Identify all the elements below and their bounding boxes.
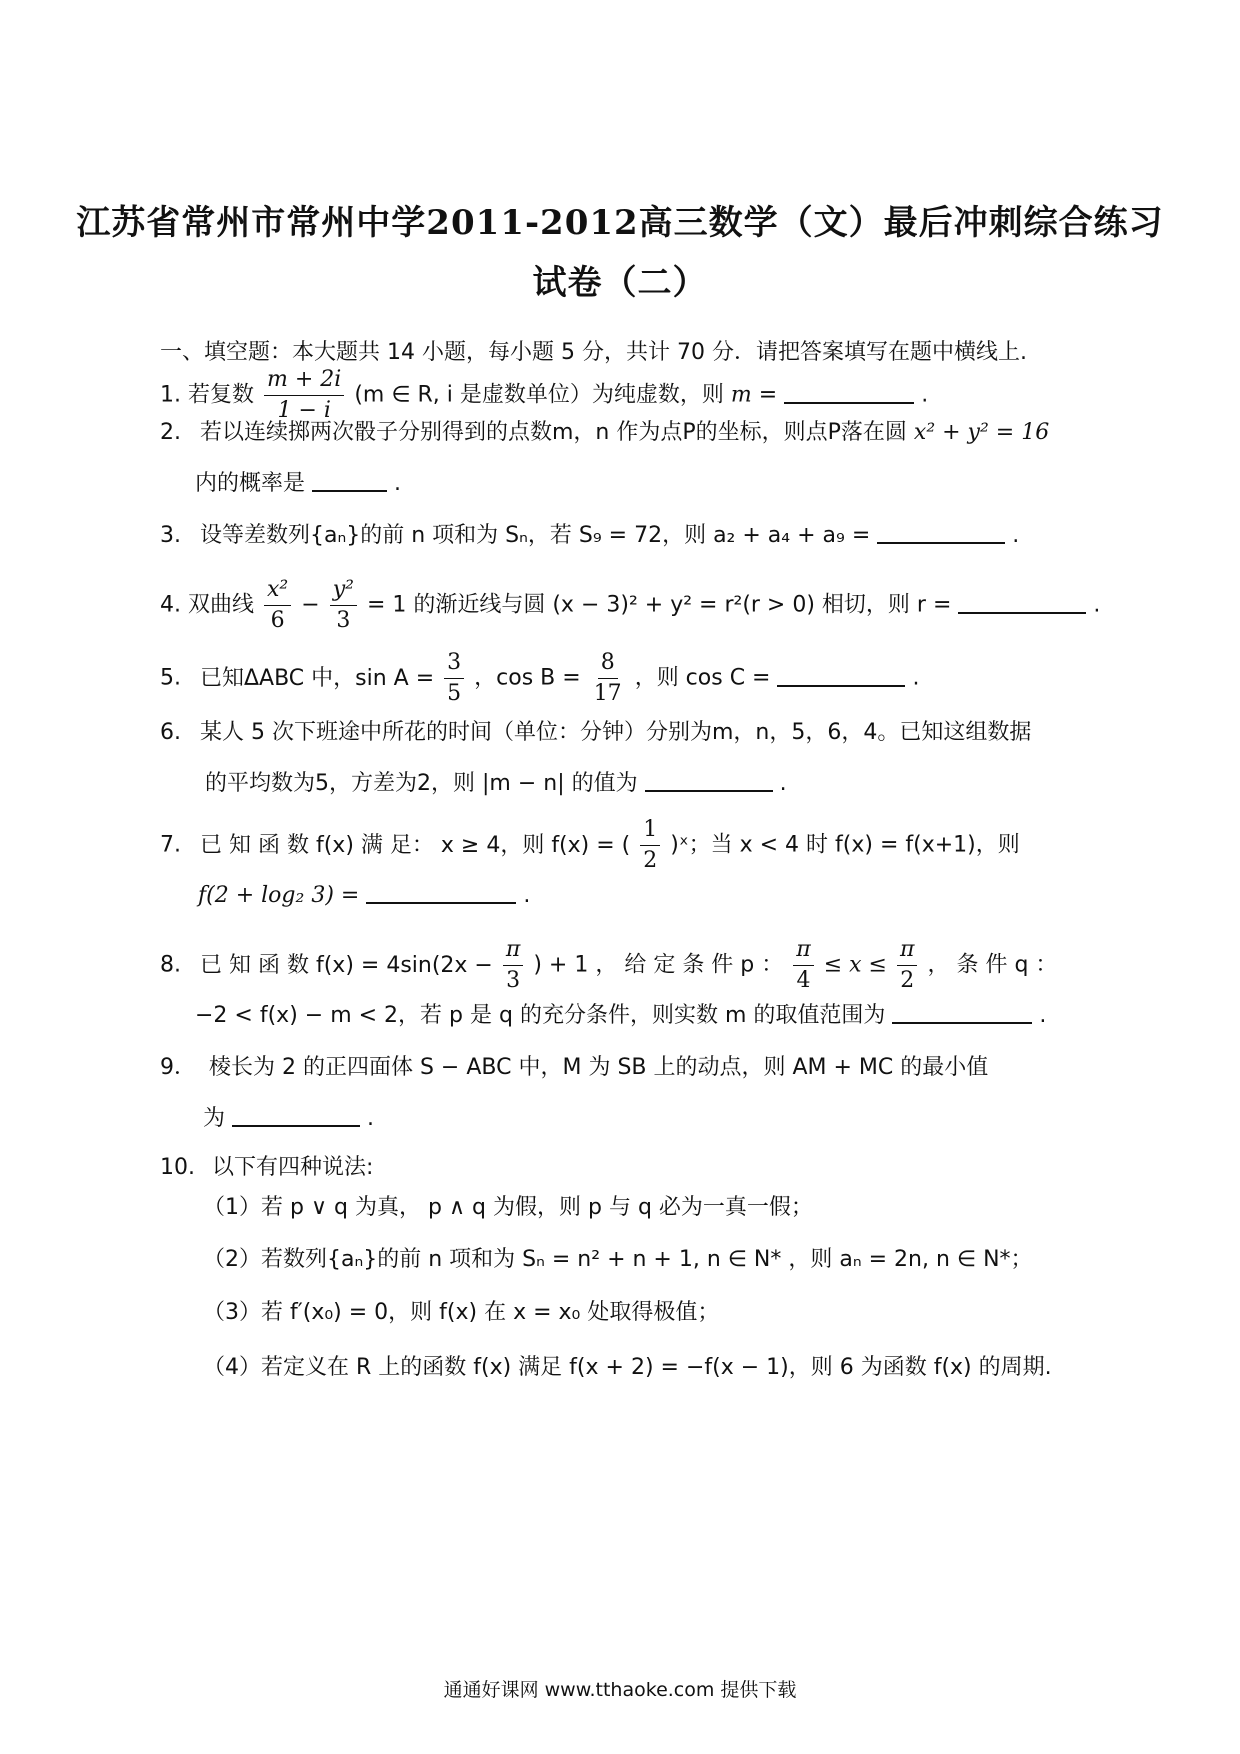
q4-answer-blank[interactable] bbox=[958, 590, 1086, 614]
q7-number: 7. bbox=[160, 832, 181, 858]
q4-text: = 1 的渐近线与圆 (x − 3)² + y² = r²(r > 0) 相切，则 r = bbox=[366, 592, 952, 618]
q2-expression: x² + y² = 16 bbox=[913, 420, 1050, 445]
q4-f2-denominator: 3 bbox=[336, 608, 351, 633]
q5-end: . bbox=[912, 665, 920, 691]
question-7 bbox=[160, 815, 1020, 876]
question-3 bbox=[160, 520, 1019, 551]
q1-variable: m bbox=[730, 382, 752, 408]
q1-middle: (m ∈ R, i 是虚数单位）为纯虚数，则 bbox=[354, 382, 724, 408]
q4-minus: − bbox=[301, 592, 320, 618]
question-7-line-2 bbox=[198, 880, 530, 911]
q1-fraction bbox=[264, 365, 344, 426]
q6-end: . bbox=[779, 771, 787, 796]
q7-fraction bbox=[640, 815, 660, 876]
question-2 bbox=[160, 418, 1049, 448]
q10-number: 10. bbox=[160, 1155, 195, 1180]
q7-denominator: 2 bbox=[643, 848, 658, 873]
q2-answer-blank[interactable] bbox=[312, 468, 387, 492]
q5-fraction-a bbox=[444, 648, 464, 709]
q8-line2: −2 < f(x) − m < 2，若 p 是 q 的充分条件，则实数 m 的取值范围为 bbox=[195, 1003, 886, 1028]
q4-number: 4. bbox=[160, 592, 181, 618]
q4-prefix: 双曲线 bbox=[188, 592, 255, 618]
q5-fb-numerator: 8 bbox=[598, 648, 618, 679]
q2-end: . bbox=[394, 471, 402, 496]
question-6-line-2 bbox=[205, 768, 787, 799]
q1-answer-blank[interactable] bbox=[784, 380, 914, 404]
question-10 bbox=[160, 1153, 373, 1183]
question-5 bbox=[160, 648, 919, 709]
q9-line1: 棱长为 2 的正四面体 S − ABC 中，M 为 SB 上的动点，则 AM + MC 的最小值 bbox=[209, 1055, 989, 1080]
question-9 bbox=[160, 1053, 988, 1083]
q8-number: 8. bbox=[160, 952, 181, 978]
q4-fraction-2 bbox=[330, 575, 357, 636]
q1-prefix: 若复数 bbox=[188, 382, 255, 408]
q8-prefix: 已 知 函 数 f(x) = 4sin(2x − bbox=[200, 952, 493, 978]
q8-f-denominator: 3 bbox=[506, 968, 521, 993]
title-line-1: 江苏省常州市常州中学2011-2012高三数学（文）最后冲刺综合练习 bbox=[76, 203, 1164, 243]
question-4 bbox=[160, 575, 1100, 636]
q5-fb-denominator: 17 bbox=[593, 681, 622, 706]
q8-end: . bbox=[1039, 1003, 1047, 1028]
q4-f1-numerator: x² bbox=[264, 575, 291, 606]
q4-end: . bbox=[1093, 592, 1101, 618]
question-8 bbox=[160, 935, 1057, 996]
question-8-line-2 bbox=[195, 1000, 1046, 1031]
question-6 bbox=[160, 718, 1031, 748]
q10-item-4: （4）若定义在 R 上的函数 f(x) 满足 f(x + 2) = −f(x − 1)，则 6 为函数 f(x) 的周期. bbox=[203, 1355, 1052, 1380]
q5-fraction-b bbox=[591, 648, 625, 709]
q7-numerator: 1 bbox=[640, 815, 660, 846]
footer-source: 通通好课网 www.tthaoke.com 提供下载 bbox=[443, 1679, 797, 1701]
q4-f2-numerator: y² bbox=[330, 575, 357, 606]
q9-line2: 为 bbox=[203, 1106, 226, 1131]
q9-end: . bbox=[367, 1106, 375, 1131]
q5-number: 5. bbox=[160, 665, 181, 691]
q4-f1-denominator: 6 bbox=[270, 608, 285, 633]
q6-number: 6. bbox=[160, 720, 181, 745]
q10-item-1: （1）若 p ∨ q 为真， p ∧ q 为假，则 p 与 q 必为一真一假； bbox=[203, 1195, 813, 1220]
q5-answer-blank[interactable] bbox=[777, 663, 905, 687]
q1-denominator: 1 − i bbox=[277, 398, 331, 423]
q5-prefix: 已知ΔABC 中，sin A = bbox=[200, 665, 435, 691]
q9-answer-blank[interactable] bbox=[232, 1103, 360, 1127]
q3-number: 3. bbox=[160, 523, 181, 548]
q2-line2-text: 内的概率是 bbox=[195, 471, 306, 496]
q2-text: 若以连续掷两次骰子分别得到的点数m，n 作为点P的坐标，则点P落在圆 bbox=[200, 420, 907, 445]
q8-f-numerator: π bbox=[503, 935, 523, 966]
q5-fa-denominator: 5 bbox=[447, 681, 462, 706]
title-line-2: 试卷（二） bbox=[532, 263, 708, 303]
q10-intro: 以下有四种说法: bbox=[212, 1155, 374, 1180]
q8-post: ， 条 件 q ： bbox=[927, 952, 1058, 978]
q5-fa-numerator: 3 bbox=[444, 648, 464, 679]
q3-answer-blank[interactable] bbox=[877, 520, 1005, 544]
section-heading: 一、填空题：本大题共 14 小题，每小题 5 分，共计 70 分．请把答案填写在题中横线上. bbox=[160, 340, 1027, 365]
q4-fraction-1 bbox=[264, 575, 291, 636]
q10-item-3: （3）若 f′(x₀) = 0，则 f(x) 在 x = x₀ 处取得极值； bbox=[203, 1300, 720, 1325]
q6-answer-blank[interactable] bbox=[645, 768, 773, 792]
q7-line2: f(2 + log₂ 3) = bbox=[198, 883, 360, 908]
q10-item-2: （2）若数列{aₙ}的前 n 项和为 Sₙ = n² + n + 1, n ∈ N* ，则 aₙ = 2n, n ∈ N*； bbox=[203, 1247, 1033, 1272]
q7-post: )ˣ；当 x < 4 时 f(x) = f(x+1)，则 bbox=[670, 832, 1020, 858]
q8-answer-blank[interactable] bbox=[892, 1000, 1032, 1024]
q6-line2: 的平均数为5，方差为2，则 |m − n| 的值为 bbox=[205, 771, 638, 796]
q7-answer-blank[interactable] bbox=[366, 880, 516, 904]
q8-middle: ) + 1 ， 给 定 条 件 p ： bbox=[533, 952, 784, 978]
q8-b-numerator: π bbox=[897, 935, 917, 966]
q8-a-numerator: π bbox=[793, 935, 813, 966]
q1-end: . bbox=[921, 382, 929, 408]
q9-number: 9． bbox=[160, 1055, 196, 1080]
q3-text: 设等差数列{aₙ}的前 n 项和为 Sₙ，若 S₉ = 72，则 a₂ + a₄ + a₉ = bbox=[200, 523, 871, 548]
question-9-line-2 bbox=[203, 1103, 374, 1134]
q5-middle: ，cos B = bbox=[474, 665, 581, 691]
q7-prefix: 已 知 函 数 f(x) 满 足： x ≥ 4，则 f(x) = ( bbox=[200, 832, 631, 858]
q8-a-denominator: 4 bbox=[796, 968, 811, 993]
q1-numerator: m + 2i bbox=[264, 365, 344, 396]
q6-line1: 某人 5 次下班途中所花的时间（单位：分钟）分别为m，n，5，6，4。已知这组数据 bbox=[200, 720, 1032, 745]
q8-fraction-pi-3 bbox=[503, 935, 523, 996]
q8-b-denominator: 2 bbox=[900, 968, 915, 993]
q1-number: 1. bbox=[160, 382, 181, 408]
q7-end: . bbox=[523, 883, 531, 908]
q8-fraction-pi-2 bbox=[897, 935, 917, 996]
question-2-line-2 bbox=[195, 468, 401, 499]
q3-end: . bbox=[1012, 523, 1020, 548]
q1-equals: = bbox=[758, 382, 778, 408]
q8-fraction-pi-4 bbox=[793, 935, 813, 996]
question-1 bbox=[160, 365, 928, 426]
q5-post: ，则 cos C = bbox=[634, 665, 771, 691]
q8-inequality: ≤ x ≤ bbox=[823, 952, 887, 978]
q2-number: 2. bbox=[160, 420, 181, 445]
